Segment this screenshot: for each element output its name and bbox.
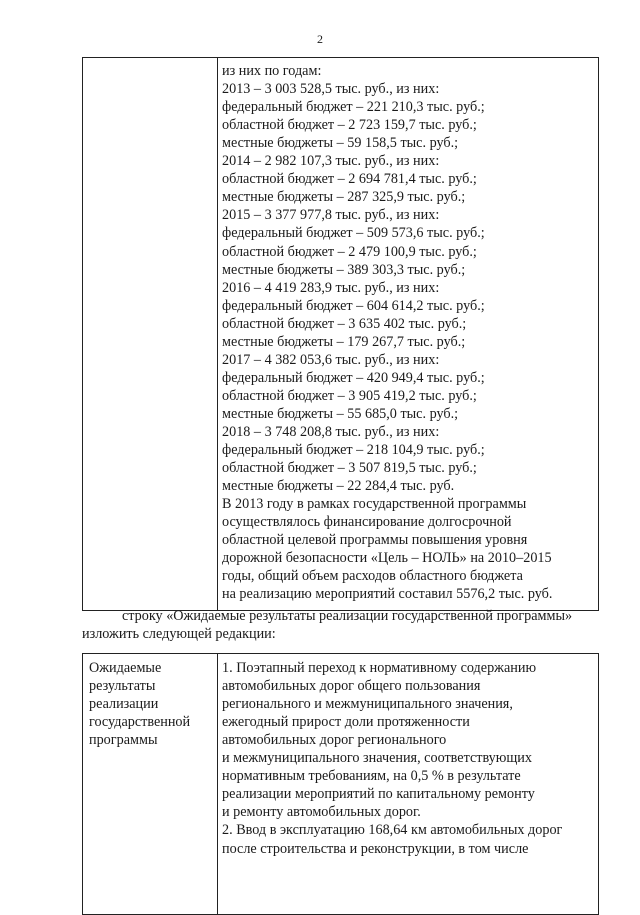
table1-text-line: федеральный бюджет – 218 104,9 тыс. руб.; bbox=[222, 442, 485, 459]
table1-text-line: областной бюджет – 3 635 402 тыс. руб.; bbox=[222, 315, 467, 332]
table1-text-line: осуществлялось финансирование долгосрочной bbox=[222, 514, 512, 531]
table1-text-line: на реализацию мероприятий составил 5576,2 тыс. руб. bbox=[222, 586, 553, 603]
table1-text-line: из них по годам: bbox=[222, 63, 322, 79]
instruction-line-2: изложить следующей редакции: bbox=[82, 626, 276, 642]
table1-text-line: дорожной безопасности «Цель – НОЛЬ» на 2010–2015 bbox=[222, 550, 552, 567]
table1-text-line: В 2013 году в рамках государственной программы bbox=[222, 496, 527, 513]
table2-text-line: после строительства и реконструкции, в том числе bbox=[222, 840, 529, 857]
table-column-divider bbox=[217, 58, 218, 610]
table1-text-line: областной бюджет – 3 507 819,5 тыс. руб.; bbox=[222, 460, 477, 477]
table2-text-line: автомобильных дорог регионального bbox=[222, 732, 447, 749]
table-column-divider bbox=[217, 654, 218, 914]
financing-table bbox=[82, 57, 599, 611]
table1-text-line: местные бюджеты – 22 284,4 тыс. руб. bbox=[222, 478, 455, 495]
instruction-line-1: строку «Ожидаемые результаты реализации государственной программы» bbox=[122, 608, 573, 624]
table1-text-line: 2016 – 4 419 283,9 тыс. руб., из них: bbox=[222, 279, 440, 296]
table1-text-line: федеральный бюджет – 604 614,2 тыс. руб.; bbox=[222, 297, 485, 314]
table1-text-line: местные бюджеты – 287 325,9 тыс. руб.; bbox=[222, 189, 466, 206]
table2-text-line: реализации мероприятий по капитальному ремонту bbox=[222, 786, 535, 803]
table1-text-line: 2014 – 2 982 107,3 тыс. руб., из них: bbox=[222, 153, 440, 170]
table1-text-line: местные бюджеты – 389 303,3 тыс. руб.; bbox=[222, 261, 466, 278]
table1-text-line: 2017 – 4 382 053,6 тыс. руб., из них: bbox=[222, 351, 440, 368]
table2-label-line: государственной bbox=[89, 714, 191, 731]
table1-text-line: областной бюджет – 2 479 100,9 тыс. руб.; bbox=[222, 243, 477, 260]
table2-label-line: реализации bbox=[89, 696, 159, 713]
table2-text-line: 1. Поэтапный переход к нормативному содержанию bbox=[222, 660, 537, 676]
table1-text-line: годы, общий объем расходов областного бюджета bbox=[222, 568, 523, 585]
table2-text-line: ежегодный прирост доли протяженности bbox=[222, 714, 470, 731]
expected-results-table bbox=[82, 653, 599, 915]
table2-label-line: Ожидаемые bbox=[89, 660, 162, 676]
table1-text-line: федеральный бюджет – 509 573,6 тыс. руб.; bbox=[222, 225, 485, 242]
table1-text-line: 2013 – 3 003 528,5 тыс. руб., из них: bbox=[222, 81, 440, 98]
table1-text-line: местные бюджеты – 59 158,5 тыс. руб.; bbox=[222, 135, 459, 152]
table2-text-line: и ремонту автомобильных дорог. bbox=[222, 804, 421, 821]
table1-text-line: областной целевой программы повышения уровня bbox=[222, 532, 528, 549]
table1-text-line: федеральный бюджет – 221 210,3 тыс. руб.; bbox=[222, 99, 485, 116]
table1-text-line: областной бюджет – 2 723 159,7 тыс. руб.; bbox=[222, 117, 477, 134]
table1-text-line: областной бюджет – 3 905 419,2 тыс. руб.; bbox=[222, 387, 477, 404]
table1-text-line: 2018 – 3 748 208,8 тыс. руб., из них: bbox=[222, 424, 440, 440]
page-number: 2 bbox=[317, 32, 323, 46]
table2-text-line: автомобильных дорог общего пользования bbox=[222, 678, 481, 695]
table1-text-line: 2015 – 3 377 977,8 тыс. руб., из них: bbox=[222, 207, 440, 224]
table1-text-line: местные бюджеты – 179 267,7 тыс. руб.; bbox=[222, 333, 466, 350]
table1-text-line: областной бюджет – 2 694 781,4 тыс. руб.; bbox=[222, 171, 477, 188]
table1-text-line: федеральный бюджет – 420 949,4 тыс. руб.; bbox=[222, 369, 485, 386]
table1-value-cell bbox=[222, 62, 594, 606]
table2-text-line: нормативным требованиям, на 0,5 % в результате bbox=[222, 768, 521, 785]
table1-text-line: местные бюджеты – 55 685,0 тыс. руб.; bbox=[222, 405, 459, 422]
table2-text-line: регионального и межмуниципального значения, bbox=[222, 696, 513, 713]
table2-text-line: и межмуниципального значения, соответствующих bbox=[222, 750, 532, 767]
table2-label-line: результаты bbox=[89, 678, 156, 695]
table2-text-line: 2. Ввод в эксплуатацию 168,64 км автомобильных дорог bbox=[222, 822, 563, 839]
table2-label-line: программы bbox=[89, 732, 158, 749]
